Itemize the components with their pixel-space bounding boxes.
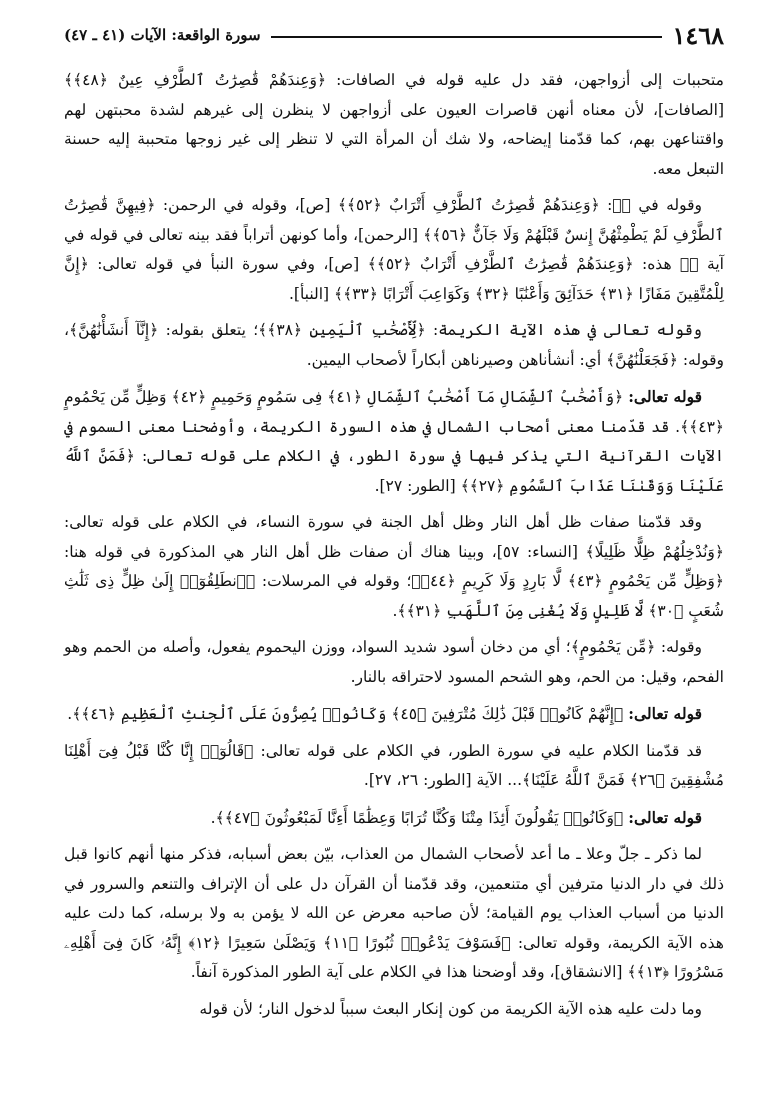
body-text <box>64 66 724 1024</box>
paragraph-text: وما دلت عليه هذه الآية الكريمة من كون إنكار البعث سبباً لدخول النار؛ لأن قوله <box>199 999 702 1018</box>
verse-heading-lead: قوله تعالى: <box>628 807 702 827</box>
paragraph <box>64 840 724 988</box>
header-rule <box>271 36 663 38</box>
paragraph-text: قد قدّمنا الكلام عليه في سورة الطور، في الكلام على قوله تعالى: ﴿قَالُوٓا۟ إِنَّا كُنَّا قَبْلُ فِىٓ أَهْلِنَا مُشْفِقِينَ ﴿٢٦﴾ فَمَنَّ ٱللَّهُ عَلَيْنَا﴾... الآية [الطور: ٢٦، ٢٧]. <box>64 741 724 789</box>
paragraph-text: وقد قدّمنا صفات ظل أهل النار وظل أهل الجنة في سورة النساء، في الكلام على قوله تعالى: ﴿وَنُدْخِلُهُمْ ظِلًّا ظَلِيلًا﴾ [النساء: ٥٧]، وبينا هناك أن صفات ظل أهل النار هي المذكورة في قوله هنا: ﴿وَظِلٍّ مِّن يَحْمُومٍ ﴿٤٣﴾ لَّا بَارِدٍ وَلَا كَرِيمٍ ﴿٤٤﴾﴾؛ وقوله في المرسلات: ﴿ٱنطَلِقُوٓا۟ إِلَىٰ ظِلٍّ ذِى ثَلَٰثِ شُعَبٍ ﴿٣٠﴾ لَّا ظَلِيلٍ وَلَا يُغْنِى مِنَ ٱللَّهَبِ ﴿٣١﴾﴾. <box>64 513 724 620</box>
paragraph-text: وقوله تعالى في هذه الآية الكريمة: ﴿لِّأَصْحَٰبِ ٱلْيَمِينِ ﴿٣٨﴾﴾؛ يتعلق بقوله: ﴿إِنَّآ أَنشَأْنَٰهُنَّ﴾، وقوله: ﴿فَجَعَلْنَٰهُنَّ﴾ أي: أنشأناهن وصيرناهن أبكاراً لأصحاب اليمين. <box>64 321 724 369</box>
paragraph <box>64 633 724 692</box>
page-header <box>64 22 724 48</box>
verse-heading-paragraph <box>64 699 724 730</box>
paragraph-text: وقوله: ﴿مِّن يَحْمُومٍ﴾؛ أي من دخان أسود شديد السواد، ووزن اليحموم يفعول، وأصله من الحمم وهو الفحم، وقيل: من الحم، وهو الشحم المسود لاحتراقه بالنار. <box>64 638 724 686</box>
paragraph-text: وقوله في صۤ: ﴿وَعِندَهُمْ قَٰصِرَٰتُ ٱلطَّرْفِ أَتْرَابٌ ﴿٥٢﴾﴾ [ص]، وقوله في الرحمن: ﴿فِيهِنَّ قَٰصِرَٰتُ ٱلطَّرْفِ لَمْ يَطْمِثْهُنَّ إِنسٌ قَبْلَهُمْ وَلَا جَآنٌّ ﴿٥٦﴾﴾ [الرحمن]، وأما كونهن أتراباً فقد بينه تعالى في قوله في آية صۤ هذه: ﴿وَعِندَهُمْ قَٰصِرَٰتُ ٱلطَّرْفِ أَتْرَابٌ ﴿٥٢﴾﴾ [ص]، وفي سورة النبأ في قوله تعالى: ﴿إِنَّ لِلْمُتَّقِينَ مَفَازًا ﴿٣١﴾ حَدَآئِقَ وَأَعْنَٰبًا ﴿٣٢﴾ وَكَوَاعِبَ أَتْرَابًا ﴿٣٣﴾﴾ [النبأ]. <box>64 196 724 303</box>
running-title: سورة الواقعة: الآيات (٤١ ـ ٤٧) <box>64 26 261 44</box>
verse-heading-paragraph <box>64 382 724 501</box>
verse-heading-lead: قوله تعالى: <box>628 704 702 723</box>
paragraph <box>64 66 724 184</box>
paragraph-text: لما ذكر ـ جلّ وعلا ـ ما أعد لأصحاب الشمال من العذاب، بيّن بعض أسبابه، فذكر منها أنهم كانوا قبل ذلك في دار الدنيا مترفين أي متنعمين، وقد قدّمنا أن القرآن دل على أن الإتراف والتنعم والسرور في الدنيا من أسباب العذاب يوم القيامة؛ لأن صاحبه معرض عن الله لا يؤمن به ولا برسله، كما دلت عليه هذه الآية الكريمة، وقوله تعالى: ﴿فَسَوْفَ يَدْعُوا۟ ثُبُورًا ﴿١١﴾ وَيَصْلَىٰ سَعِيرًا ﴿١٢﴾ إِنَّهُۥ كَانَ فِىٓ أَهْلِهِۦ مَسْرُورًا ﴿١٣﴾﴾ [الانشقاق]، وقد أوضحنا هذا في الكلام على آية الطور المذكورة آنفاً. <box>64 845 724 981</box>
page-number: ١٤٦٨ <box>672 20 724 50</box>
paragraph-text: ﴿إِنَّهُمْ كَانُوا۟ قَبْلَ ذَٰلِكَ مُتْرَفِينَ ﴿٤٥﴾ وَكَانُوا۟ يُصِرُّونَ عَلَى ٱلْحِنثِ ٱلْعَظِيمِ ﴿٤٦﴾﴾. <box>67 705 629 723</box>
paragraph-text: ﴿وَكَانُوا۟ يَقُولُونَ أَئِذَا مِتْنَا وَكُنَّا تُرَابًا وَعِظَٰمًا أَءِنَّا لَمَبْعُوثُونَ ﴿٤٧﴾﴾. <box>210 808 629 827</box>
paragraph <box>64 995 724 1025</box>
verse-heading-lead: قوله تعالى: <box>628 387 702 406</box>
paragraph <box>64 316 724 375</box>
verse-heading-paragraph <box>64 803 724 834</box>
paragraph-text: متحببات إلى أزواجهن، فقد دل عليه قوله في الصافات: ﴿وَعِندَهُمْ قَٰصِرَٰتُ ٱلطَّرْفِ عِينٌ ﴿٤٨﴾﴾ [الصافات]، لأن معناه أنهن قاصرات العيون على أزواجهن لا ينظرن إلى غيرهم لشدة محبتهن لهم واقتناعهن بهم، كما قدّمنا إيضاحه، ولا شك أن المرأة التي لا تنظر إلى غير زوجها متحببة إليه حسنة التبعل معه. <box>64 71 724 178</box>
paragraph <box>64 191 724 309</box>
paragraph <box>64 508 724 626</box>
paragraph <box>64 737 724 796</box>
paragraph-text: ﴿وَأَصْحَٰبُ ٱلشِّمَالِ مَآ أَصْحَٰبُ ٱلشِّمَالِ ﴿٤١﴾ فِى سَمُومٍ وَحَمِيمٍ ﴿٤٢﴾ وَظِلٍّ مِّن يَحْمُومٍ ﴿٤٣﴾﴾. قد قدّمنا معنى أصحاب الشمال في هذه السورة الكريمة، وأوضحنا معنى السموم في الآيات القرآنية التي يذكر فيها في سورة الطور، في الكلام على قوله تعالى: ﴿فَمَنَّ ٱللَّهُ عَلَيْنَا وَوَقَىٰنَا عَذَابَ ٱلسَّمُومِ ﴿٢٧﴾﴾ [الطور: ٢٧]. <box>64 388 724 495</box>
